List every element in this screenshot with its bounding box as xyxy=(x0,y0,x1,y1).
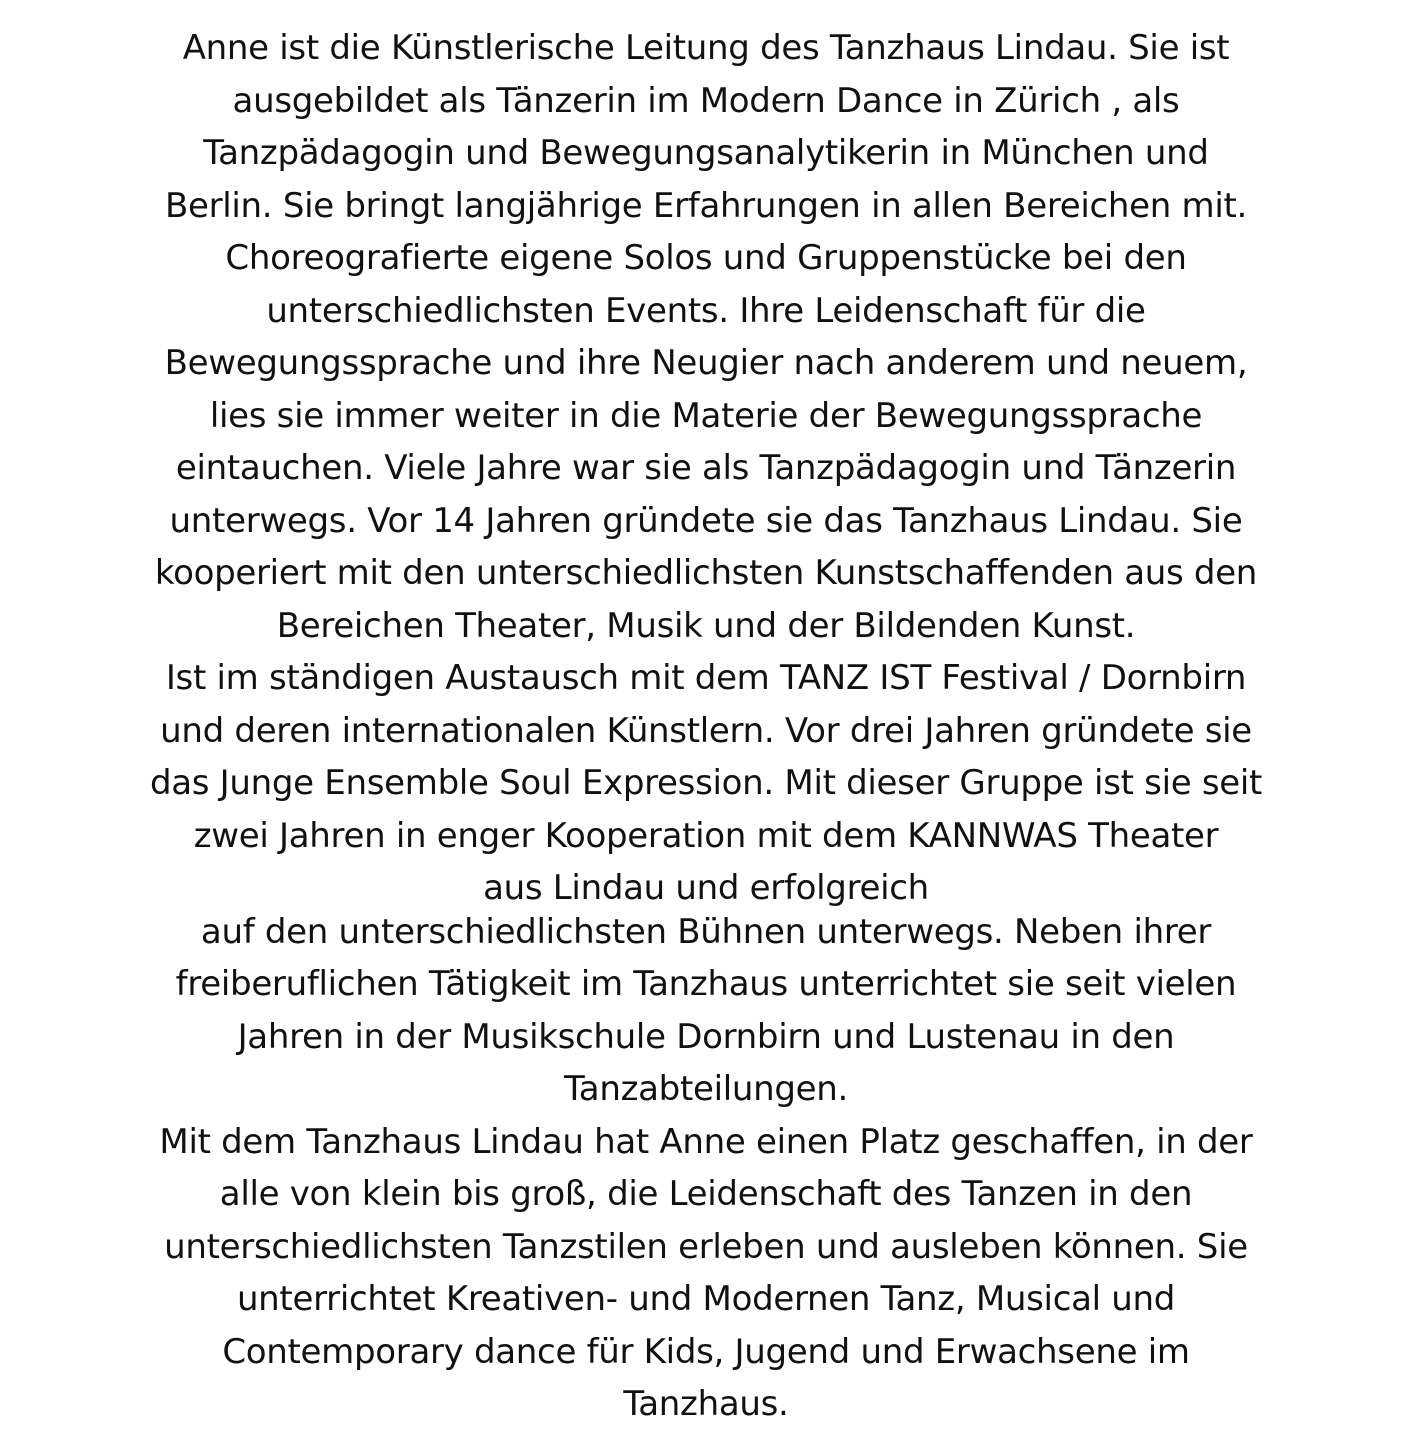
text-line: Choreografierte eigene Solos und Gruppenstücke bei den xyxy=(225,238,1187,278)
text-line: Ist im ständigen Austausch mit dem TANZ IST Festival / Dornbirn xyxy=(165,658,1247,698)
text-line: eintauchen. Viele Jahre war sie als Tanzpädagogin und Tänzerin xyxy=(175,448,1237,488)
text-line: und deren internationalen Künstlern. Vor drei Jahren gründete sie xyxy=(160,710,1252,751)
text-line: Contemporary dance für Kids, Jugend und Erwachsene im xyxy=(222,1331,1190,1372)
text-line: lies sie immer weiter in die Materie der Bewegungssprache xyxy=(209,395,1203,436)
text-line: Jahren in der Musikschule Dornbirn und Lustenau in den xyxy=(237,1016,1175,1057)
text-line: unterschiedlichsten Events. Ihre Leidenschaft für die xyxy=(266,290,1146,331)
text-line: aus Lindau und erfolgreich xyxy=(483,868,929,908)
biography-text xyxy=(0,22,1412,1431)
text-line: auf den unterschiedlichsten Bühnen unterwegs. Neben ihrer xyxy=(200,911,1212,952)
text-line: Bewegungssprache und ihre Neugier nach anderem und neuem, xyxy=(164,343,1248,383)
text-line: Tanzabteilungen. xyxy=(563,1069,849,1109)
text-line: unterschiedlichsten Tanzstilen erleben und ausleben können. Sie xyxy=(164,1226,1248,1267)
text-line: Tanzhaus. xyxy=(623,1384,789,1424)
text-line: alle von klein bis groß, die Leidenschaft des Tanzen in den xyxy=(219,1174,1193,1214)
text-line: ausgebildet als Tänzerin im Modern Dance in Zürich , als xyxy=(232,80,1180,121)
text-line: Bereichen Theater, Musik und der Bildenden Kunst. xyxy=(276,605,1136,646)
text-line: zwei Jahren in enger Kooperation mit dem KANNWAS Theater xyxy=(193,815,1219,856)
text-line: Tanzpädagogin und Bewegungsanalytikerin in München und xyxy=(203,133,1209,173)
text-line: unterwegs. Vor 14 Jahren gründete sie das Tanzhaus Lindau. Sie xyxy=(169,500,1243,541)
text-line: Berlin. Sie bringt langjährige Erfahrungen in allen Bereichen mit. xyxy=(164,185,1248,226)
text-line: das Junge Ensemble Soul Expression. Mit dieser Gruppe ist sie seit xyxy=(149,763,1263,803)
text-line: Anne ist die Künstlerische Leitung des Tanzhaus Lindau. Sie ist xyxy=(182,28,1230,68)
text-line: kooperiert mit den unterschiedlichsten Kunstschaffenden aus den xyxy=(154,553,1258,593)
text-line: freiberuflichen Tätigkeit im Tanzhaus unterrichtet sie seit vielen xyxy=(175,964,1237,1004)
text-line: unterrichtet Kreativen- und Modernen Tanz, Musical und xyxy=(236,1279,1176,1319)
text-line: Mit dem Tanzhaus Lindau hat Anne einen Platz geschaffen, in der xyxy=(159,1121,1253,1162)
